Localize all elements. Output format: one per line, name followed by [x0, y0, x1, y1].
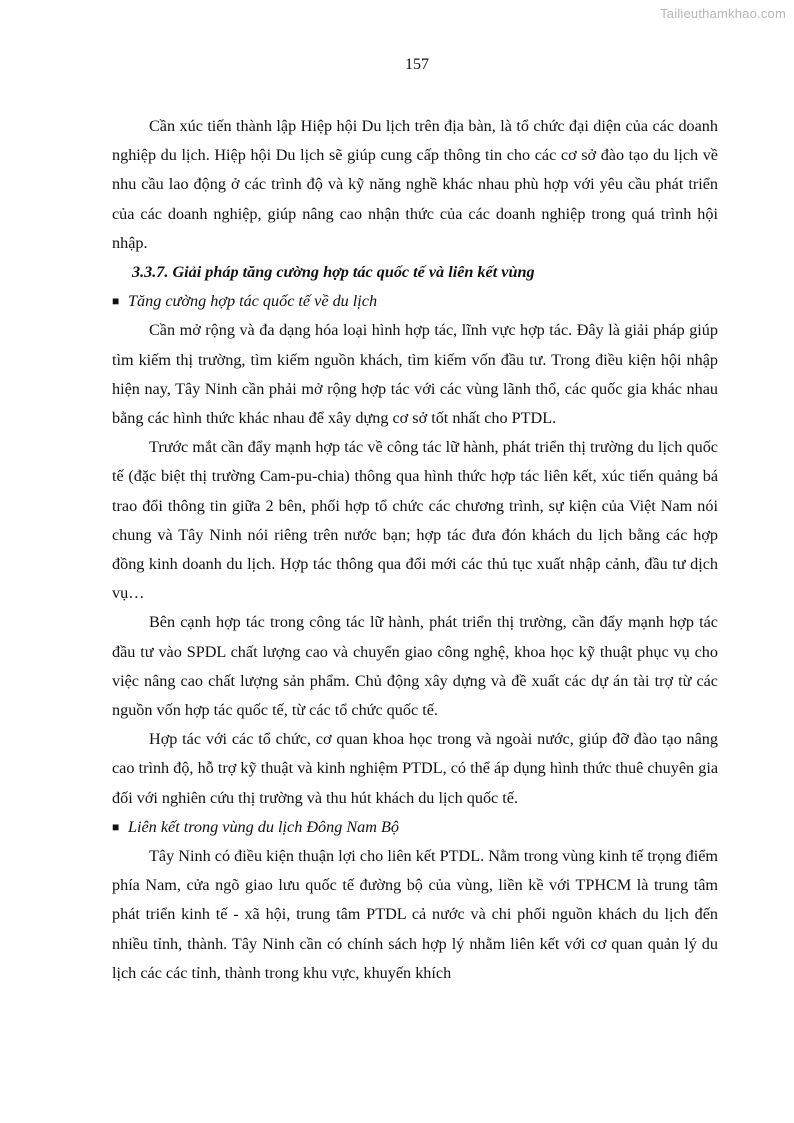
page-body — [112, 112, 718, 988]
subheading-international-cooperation — [112, 287, 718, 316]
paragraph: Tây Ninh có điều kiện thuận lợi cho liên kết PTDL. Nằm trong vùng kinh tế trọng điểm phía Nam, cửa ngõ giao lưu quốc tế đường bộ của vùng, liền kề với TPHCM là trung tâm phát triển kinh tế - xã hội, trung tâm PTDL cả nước và chi phối nguồn khách du lịch đến nhiều tỉnh, thành. Tây Ninh cần có chính sách hợp lý nhằm liên kết với cơ quan quản lý du lịch các các tỉnh, thành trong khu vực, khuyến khích — [112, 847, 718, 982]
paragraph: Cần mở rộng và đa dạng hóa loại hình hợp tác, lĩnh vực hợp tác. Đây là giải pháp giúp tìm kiếm thị trường, tìm kiếm nguồn khách, tìm kiếm vốn đầu tư. Trong điều kiện hội nhập hiện nay, Tây Ninh cần phải mở rộng hợp tác với các vùng lãnh thổ, các quốc gia khác nhau bằng các hình thức khác nhau để xây dựng cơ sở tốt nhất cho PTDL. — [112, 321, 718, 428]
paragraph: Hợp tác với các tổ chức, cơ quan khoa học trong và ngoài nước, giúp đỡ đào tạo nâng cao trình độ, hỗ trợ kỹ thuật và kinh nghiệm PTDL, có thể áp dụng hình thức thuê chuyên gia đối với nghiên cứu thị trường và thu hút khách du lịch quốc tế. — [112, 730, 718, 807]
subheading-text: Tăng cường hợp tác quốc tế về du lịch — [128, 292, 378, 311]
watermark: Tailieuthamkhao.com — [660, 6, 786, 21]
subheading-text: Liên kết trong vùng du lịch Đông Nam Bộ — [128, 817, 399, 836]
paragraph: Trước mắt cần đẩy mạnh hợp tác về công tác lữ hành, phát triển thị trường du lịch quốc tế (đặc biệt thị trường Cam-pu-chia) thông qua hình thức hợp tác liên kết, xúc tiến quảng bá trao đổi thông tin giữa 2 bên, phối hợp tổ chức các chương trình, sự kiện của Việt Nam nói chung và Tây Ninh nói riêng trên nước bạn; hợp tác đưa đón khách du lịch bằng các hợp đồng kinh doanh du lịch. Hợp tác thông qua đổi mới các thủ tục xuất nhập cảnh, đầu tư dịch vụ… — [112, 438, 718, 603]
page-number: 157 — [405, 56, 429, 73]
square-bullet-icon: ■ — [112, 819, 120, 834]
subheading-regional-linkage — [112, 813, 718, 842]
paragraph: Cần xúc tiến thành lập Hiệp hội Du lịch trên địa bàn, là tổ chức đại diện của các doanh nghiệp du lịch. Hiệp hội Du lịch sẽ giúp cung cấp thông tin cho các cơ sở đào tạo du lịch về nhu cầu lao động ở các trình độ và kỹ năng nghề khác nhau phù hợp với yêu cầu phát triển của các doanh nghiệp, giúp nâng cao nhận thức của các doanh nghiệp trong quá trình hội nhập. — [112, 117, 718, 252]
square-bullet-icon: ■ — [112, 294, 120, 309]
section-heading: 3.3.7. Giải pháp tăng cường hợp tác quốc tế và liên kết vùng — [132, 263, 535, 282]
paragraph: Bên cạnh hợp tác trong công tác lữ hành, phát triển thị trường, cần đẩy mạnh hợp tác đầu tư vào SPDL chất lượng cao và chuyển giao công nghệ, khoa học kỹ thuật phục vụ cho việc nâng cao chất lượng sản phẩm. Chủ động xây dựng và đề xuất các dự án tài trợ từ các nguồn vốn hợp tác quốc tế, từ các tổ chức quốc tế. — [112, 613, 718, 720]
